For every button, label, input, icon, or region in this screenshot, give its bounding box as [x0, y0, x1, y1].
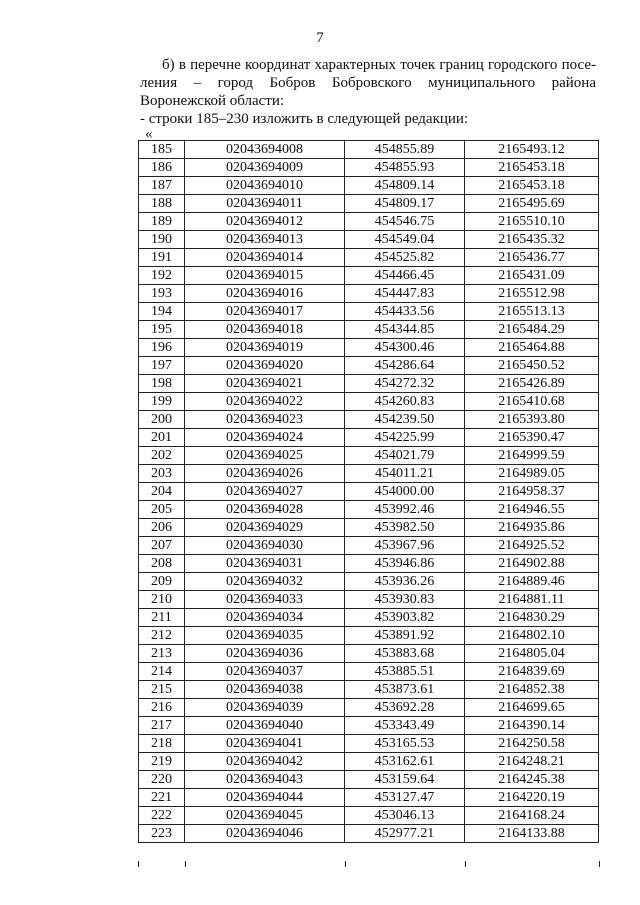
- table-row: [139, 177, 599, 195]
- point-number-cell: 186: [139, 159, 185, 177]
- y-coordinate-cell: 2165453.18: [465, 177, 599, 195]
- point-id-cell: 02043694024: [185, 429, 345, 447]
- y-coordinate-cell: 2165390.47: [465, 429, 599, 447]
- y-coordinate-cell: 2165431.09: [465, 267, 599, 285]
- point-id-cell: 02043694042: [185, 753, 345, 771]
- instruction-line: - строки 185–230 изложить в следующей редакции:: [140, 111, 469, 127]
- x-coordinate-cell: 454239.50: [345, 411, 465, 429]
- x-coordinate-cell: 454855.89: [345, 141, 465, 159]
- opening-quote-mark: «: [145, 126, 153, 142]
- point-id-cell: 02043694028: [185, 501, 345, 519]
- point-number-cell: 189: [139, 213, 185, 231]
- point-id-cell: 02043694011: [185, 195, 345, 213]
- point-number-cell: 199: [139, 393, 185, 411]
- point-number-cell: 201: [139, 429, 185, 447]
- x-coordinate-cell: 452977.21: [345, 825, 465, 843]
- intro-paragraph: [140, 56, 596, 110]
- point-number-cell: 222: [139, 807, 185, 825]
- x-coordinate-cell: 453165.53: [345, 735, 465, 753]
- table-row: [139, 537, 599, 555]
- y-coordinate-cell: 2164220.19: [465, 789, 599, 807]
- point-id-cell: 02043694017: [185, 303, 345, 321]
- y-coordinate-cell: 2164999.59: [465, 447, 599, 465]
- table-row: [139, 519, 599, 537]
- y-coordinate-cell: 2165512.98: [465, 285, 599, 303]
- x-coordinate-cell: 453883.68: [345, 645, 465, 663]
- point-number-cell: 223: [139, 825, 185, 843]
- column-divider: [345, 861, 346, 867]
- y-coordinate-cell: 2164839.69: [465, 663, 599, 681]
- point-id-cell: 02043694036: [185, 645, 345, 663]
- table-row: [139, 645, 599, 663]
- table-row: [139, 141, 599, 159]
- x-coordinate-cell: 453982.50: [345, 519, 465, 537]
- table-row: [139, 195, 599, 213]
- point-id-cell: 02043694043: [185, 771, 345, 789]
- y-coordinate-cell: 2165410.68: [465, 393, 599, 411]
- table-row: [139, 285, 599, 303]
- y-coordinate-cell: 2164805.04: [465, 645, 599, 663]
- point-id-cell: 02043694010: [185, 177, 345, 195]
- point-number-cell: 187: [139, 177, 185, 195]
- y-coordinate-cell: 2165435.32: [465, 231, 599, 249]
- x-coordinate-cell: 454272.32: [345, 375, 465, 393]
- table-row: [139, 573, 599, 591]
- point-id-cell: 02043694014: [185, 249, 345, 267]
- x-coordinate-cell: 453891.92: [345, 627, 465, 645]
- point-number-cell: 211: [139, 609, 185, 627]
- y-coordinate-cell: 2165436.77: [465, 249, 599, 267]
- point-id-cell: 02043694018: [185, 321, 345, 339]
- x-coordinate-cell: 453159.64: [345, 771, 465, 789]
- column-divider: [465, 861, 466, 867]
- point-id-cell: 02043694027: [185, 483, 345, 501]
- point-id-cell: 02043694029: [185, 519, 345, 537]
- table-row: [139, 213, 599, 231]
- table-row: [139, 771, 599, 789]
- point-id-cell: 02043694008: [185, 141, 345, 159]
- y-coordinate-cell: 2164881.11: [465, 591, 599, 609]
- y-coordinate-cell: 2164935.86: [465, 519, 599, 537]
- x-coordinate-cell: 454549.04: [345, 231, 465, 249]
- y-coordinate-cell: 2164802.10: [465, 627, 599, 645]
- x-coordinate-cell: 454286.64: [345, 357, 465, 375]
- point-id-cell: 02043694025: [185, 447, 345, 465]
- y-coordinate-cell: 2164946.55: [465, 501, 599, 519]
- point-number-cell: 217: [139, 717, 185, 735]
- point-id-cell: 02043694037: [185, 663, 345, 681]
- point-number-cell: 195: [139, 321, 185, 339]
- x-coordinate-cell: 454809.14: [345, 177, 465, 195]
- table-row: [139, 339, 599, 357]
- point-id-cell: 02043694022: [185, 393, 345, 411]
- table-row: [139, 735, 599, 753]
- x-coordinate-cell: 454809.17: [345, 195, 465, 213]
- point-number-cell: 214: [139, 663, 185, 681]
- table-row: [139, 807, 599, 825]
- y-coordinate-cell: 2164250.58: [465, 735, 599, 753]
- point-number-cell: 185: [139, 141, 185, 159]
- point-id-cell: 02043694013: [185, 231, 345, 249]
- point-number-cell: 200: [139, 411, 185, 429]
- point-id-cell: 02043694046: [185, 825, 345, 843]
- page-number: 7: [316, 30, 324, 46]
- y-coordinate-cell: 2164245.38: [465, 771, 599, 789]
- table-row: [139, 753, 599, 771]
- table-row: [139, 393, 599, 411]
- x-coordinate-cell: 453903.82: [345, 609, 465, 627]
- point-id-cell: 02043694032: [185, 573, 345, 591]
- table-row: [139, 411, 599, 429]
- point-id-cell: 02043694030: [185, 537, 345, 555]
- table-row: [139, 303, 599, 321]
- point-number-cell: 213: [139, 645, 185, 663]
- table-row: [139, 249, 599, 267]
- y-coordinate-cell: 2164902.88: [465, 555, 599, 573]
- table-row: [139, 465, 599, 483]
- point-number-cell: 221: [139, 789, 185, 807]
- x-coordinate-cell: 454855.93: [345, 159, 465, 177]
- x-coordinate-cell: 454447.83: [345, 285, 465, 303]
- point-id-cell: 02043694035: [185, 627, 345, 645]
- table-row: [139, 321, 599, 339]
- y-coordinate-cell: 2164852.38: [465, 681, 599, 699]
- coordinates-table: [138, 140, 599, 843]
- point-number-cell: 205: [139, 501, 185, 519]
- point-id-cell: 02043694039: [185, 699, 345, 717]
- point-id-cell: 02043694009: [185, 159, 345, 177]
- point-number-cell: 190: [139, 231, 185, 249]
- y-coordinate-cell: 2164699.65: [465, 699, 599, 717]
- point-number-cell: 196: [139, 339, 185, 357]
- point-number-cell: 204: [139, 483, 185, 501]
- x-coordinate-cell: 454000.00: [345, 483, 465, 501]
- y-coordinate-cell: 2165484.29: [465, 321, 599, 339]
- point-id-cell: 02043694041: [185, 735, 345, 753]
- point-id-cell: 02043694033: [185, 591, 345, 609]
- y-coordinate-cell: 2165510.10: [465, 213, 599, 231]
- table-row: [139, 555, 599, 573]
- point-number-cell: 193: [139, 285, 185, 303]
- point-number-cell: 191: [139, 249, 185, 267]
- table-row: [139, 483, 599, 501]
- table-row: [139, 609, 599, 627]
- y-coordinate-cell: 2165464.88: [465, 339, 599, 357]
- point-id-cell: 02043694038: [185, 681, 345, 699]
- x-coordinate-cell: 454300.46: [345, 339, 465, 357]
- point-id-cell: 02043694023: [185, 411, 345, 429]
- point-id-cell: 02043694021: [185, 375, 345, 393]
- table-row: [139, 627, 599, 645]
- y-coordinate-cell: 2164390.14: [465, 717, 599, 735]
- y-coordinate-cell: 2165453.18: [465, 159, 599, 177]
- point-number-cell: 207: [139, 537, 185, 555]
- x-coordinate-cell: 453162.61: [345, 753, 465, 771]
- point-number-cell: 203: [139, 465, 185, 483]
- x-coordinate-cell: 453343.49: [345, 717, 465, 735]
- x-coordinate-cell: 454546.75: [345, 213, 465, 231]
- table-row: [139, 663, 599, 681]
- point-id-cell: 02043694031: [185, 555, 345, 573]
- point-id-cell: 02043694045: [185, 807, 345, 825]
- point-id-cell: 02043694040: [185, 717, 345, 735]
- point-id-cell: 02043694016: [185, 285, 345, 303]
- column-divider: [185, 861, 186, 867]
- y-coordinate-cell: 2164168.24: [465, 807, 599, 825]
- x-coordinate-cell: 454466.45: [345, 267, 465, 285]
- table-row: [139, 825, 599, 843]
- table-row: [139, 501, 599, 519]
- coordinates-table-body: [139, 141, 599, 843]
- x-coordinate-cell: 453967.96: [345, 537, 465, 555]
- x-coordinate-cell: 454011.21: [345, 465, 465, 483]
- table-row: [139, 699, 599, 717]
- x-coordinate-cell: 453046.13: [345, 807, 465, 825]
- point-number-cell: 197: [139, 357, 185, 375]
- x-coordinate-cell: 454021.79: [345, 447, 465, 465]
- y-coordinate-cell: 2165495.69: [465, 195, 599, 213]
- point-number-cell: 202: [139, 447, 185, 465]
- x-coordinate-cell: 453992.46: [345, 501, 465, 519]
- point-id-cell: 02043694044: [185, 789, 345, 807]
- y-coordinate-cell: 2165450.52: [465, 357, 599, 375]
- y-coordinate-cell: 2164958.37: [465, 483, 599, 501]
- x-coordinate-cell: 453873.61: [345, 681, 465, 699]
- point-id-cell: 02043694019: [185, 339, 345, 357]
- table-row: [139, 159, 599, 177]
- y-coordinate-cell: 2164133.88: [465, 825, 599, 843]
- table-row: [139, 231, 599, 249]
- table-row: [139, 267, 599, 285]
- point-number-cell: 218: [139, 735, 185, 753]
- y-coordinate-cell: 2165393.80: [465, 411, 599, 429]
- point-number-cell: 212: [139, 627, 185, 645]
- table-row: [139, 681, 599, 699]
- table-row: [139, 789, 599, 807]
- point-number-cell: 208: [139, 555, 185, 573]
- point-number-cell: 215: [139, 681, 185, 699]
- point-id-cell: 02043694026: [185, 465, 345, 483]
- x-coordinate-cell: 454344.85: [345, 321, 465, 339]
- x-coordinate-cell: 453885.51: [345, 663, 465, 681]
- point-number-cell: 198: [139, 375, 185, 393]
- intro-text: б) в перечне координат характерных точек границ городского поселения – город Бобров Бобровского муниципального района Воронежской области:: [140, 57, 596, 109]
- table-row: [139, 447, 599, 465]
- point-id-cell: 02043694034: [185, 609, 345, 627]
- y-coordinate-cell: 2165513.13: [465, 303, 599, 321]
- table-row: [139, 429, 599, 447]
- x-coordinate-cell: 453946.86: [345, 555, 465, 573]
- point-number-cell: 219: [139, 753, 185, 771]
- point-number-cell: 206: [139, 519, 185, 537]
- x-coordinate-cell: 453930.83: [345, 591, 465, 609]
- x-coordinate-cell: 454225.99: [345, 429, 465, 447]
- point-id-cell: 02043694015: [185, 267, 345, 285]
- y-coordinate-cell: 2164248.21: [465, 753, 599, 771]
- point-number-cell: 194: [139, 303, 185, 321]
- x-coordinate-cell: 454525.82: [345, 249, 465, 267]
- x-coordinate-cell: 454260.83: [345, 393, 465, 411]
- y-coordinate-cell: 2164830.29: [465, 609, 599, 627]
- y-coordinate-cell: 2164925.52: [465, 537, 599, 555]
- point-number-cell: 210: [139, 591, 185, 609]
- x-coordinate-cell: 453127.47: [345, 789, 465, 807]
- point-number-cell: 192: [139, 267, 185, 285]
- x-coordinate-cell: 453692.28: [345, 699, 465, 717]
- table-continuation-strip: [138, 861, 600, 867]
- x-coordinate-cell: 453936.26: [345, 573, 465, 591]
- point-id-cell: 02043694020: [185, 357, 345, 375]
- x-coordinate-cell: 454433.56: [345, 303, 465, 321]
- point-number-cell: 209: [139, 573, 185, 591]
- y-coordinate-cell: 2165426.89: [465, 375, 599, 393]
- table-row: [139, 717, 599, 735]
- y-coordinate-cell: 2164989.05: [465, 465, 599, 483]
- y-coordinate-cell: 2165493.12: [465, 141, 599, 159]
- table-row: [139, 357, 599, 375]
- y-coordinate-cell: 2164889.46: [465, 573, 599, 591]
- table-row: [139, 591, 599, 609]
- point-id-cell: 02043694012: [185, 213, 345, 231]
- table-row: [139, 375, 599, 393]
- point-number-cell: 216: [139, 699, 185, 717]
- point-number-cell: 220: [139, 771, 185, 789]
- point-number-cell: 188: [139, 195, 185, 213]
